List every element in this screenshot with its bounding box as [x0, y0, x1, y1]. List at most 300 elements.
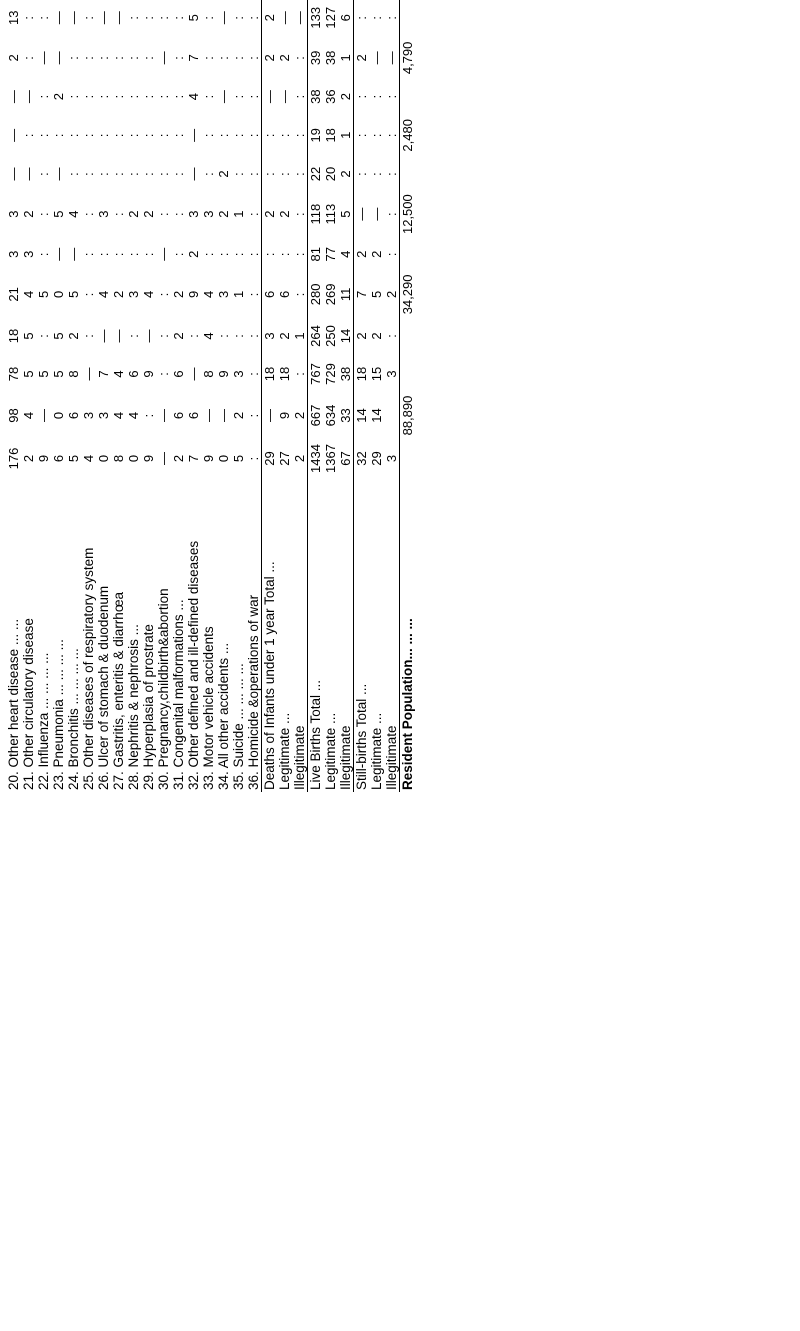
table-cell: 5: [21, 370, 36, 378]
table-cell: 2: [171, 290, 186, 299]
table-cell: 2: [292, 393, 308, 438]
table-cell: :: [369, 94, 384, 99]
table-cell: 127: [323, 6, 338, 29]
table-cell: :: [21, 133, 36, 138]
table-cell: 9: [201, 454, 216, 463]
table-cell: 13: [6, 10, 21, 25]
table-cell: :: [111, 212, 126, 216]
table-cell: 2: [354, 332, 369, 340]
table-cell: :: [111, 252, 126, 257]
table-cell: [400, 237, 416, 272]
table-cell: :: [81, 94, 96, 99]
table-row: [231, 0, 246, 792]
table-cell: 5: [36, 290, 51, 299]
table-cell: :: [231, 252, 246, 257]
table-cell: 9: [277, 411, 292, 420]
table-cell: 280: [308, 283, 323, 306]
table-cell: :: [36, 133, 51, 138]
table-row: [400, 0, 416, 792]
table-cell: :: [171, 56, 186, 60]
table-cell: 8: [201, 370, 216, 378]
table-cell: 6: [66, 411, 81, 420]
table-cell: :: [354, 15, 369, 20]
table-cell: 4: [126, 411, 141, 420]
table-cell: —: [384, 37, 400, 79]
table-cell: :: [126, 56, 141, 60]
table-cell: 250: [323, 325, 338, 347]
row-label: Illegitimate: [292, 479, 308, 792]
table-cell: —: [51, 167, 66, 181]
table-cell: :: [231, 133, 246, 138]
table-row: [141, 0, 156, 792]
table-cell: :: [201, 15, 216, 20]
row-label: 33. Motor vehicle accidents: [201, 626, 216, 790]
table-cell: :: [354, 94, 369, 99]
table-cell: :: [201, 56, 216, 60]
table-cell: 2: [186, 250, 201, 258]
table-cell: :: [66, 133, 81, 138]
table-cell: :: [141, 252, 156, 257]
table-cell: —: [81, 367, 96, 381]
table-cell: 2: [369, 332, 384, 340]
table-row: [111, 0, 126, 792]
row-label: Illegitimate: [384, 479, 400, 792]
table-cell: :: [201, 252, 216, 257]
table-cell: 8: [111, 454, 126, 463]
table-cell: :: [81, 292, 96, 297]
table-cell: 4: [96, 290, 111, 299]
table-cell: :: [201, 172, 216, 176]
table-cell: 6: [338, 0, 354, 37]
table-cell: 2: [354, 250, 369, 258]
table-cell: :: [81, 212, 96, 216]
table-cell: :: [201, 133, 216, 138]
table-cell: —: [141, 329, 156, 343]
table-cell: 4,790: [400, 41, 415, 75]
table-cell: [400, 79, 416, 114]
table-cell: 4: [111, 370, 126, 378]
table-cell: :: [384, 317, 400, 355]
table-cell: :: [111, 56, 126, 60]
table-cell: 2: [292, 438, 308, 479]
table-cell: 3: [81, 411, 96, 420]
table-cell: 2: [369, 250, 384, 258]
table-cell: 2: [216, 210, 231, 218]
table-cell: 12,500: [400, 194, 415, 235]
table-cell: :: [292, 272, 308, 317]
table-cell: :: [246, 438, 262, 479]
table-cell: :: [21, 15, 36, 20]
table-cell: 264: [308, 325, 323, 347]
table-cell: 1367: [323, 444, 338, 473]
table-cell: 2: [262, 14, 277, 22]
table-cell: 2: [262, 210, 277, 218]
table-row: [216, 0, 231, 792]
table-cell: :: [81, 252, 96, 257]
table-cell: :: [231, 334, 246, 338]
table-cell: 9: [186, 290, 201, 299]
table-cell: :: [36, 172, 51, 176]
table-cell: :: [216, 334, 231, 338]
table-cell: 5: [66, 454, 81, 463]
table-cell: :: [141, 172, 156, 176]
table-cell: —: [111, 329, 126, 343]
table-row: [384, 0, 400, 792]
table-cell: :: [81, 56, 96, 60]
table-cell: :: [96, 94, 111, 99]
table-cell: :: [36, 94, 51, 99]
table-cell: :: [36, 212, 51, 216]
table-cell: 1: [338, 37, 354, 79]
table-cell: 7: [96, 370, 111, 378]
table-cell: —: [51, 51, 66, 65]
table-cell: 38: [338, 355, 354, 393]
table-cell: :: [262, 252, 277, 257]
table-cell: :: [126, 133, 141, 138]
table-cell: —: [277, 90, 292, 104]
table-row: [66, 0, 81, 792]
table-cell: :: [36, 334, 51, 338]
table-cell: 88,890: [400, 395, 415, 436]
table-cell: 0: [51, 290, 66, 299]
table-cell: :: [384, 237, 400, 272]
table-cell: :: [292, 192, 308, 237]
table-cell: 7: [186, 454, 201, 463]
table-cell: [400, 317, 416, 355]
table-cell: —: [21, 167, 36, 181]
table-cell: 2: [338, 79, 354, 114]
table-cell: —: [369, 207, 384, 221]
table-cell: :: [231, 94, 246, 99]
table-cell: 729: [323, 363, 338, 385]
table-cell: 269: [323, 283, 338, 306]
table-cell: :: [384, 156, 400, 191]
table-cell: 33: [338, 393, 354, 438]
table-cell: 4: [338, 237, 354, 272]
table-cell: :: [21, 56, 36, 60]
table-cell: 4: [186, 92, 201, 101]
table-cell: 18: [262, 366, 277, 382]
table-cell: 6: [51, 454, 66, 463]
row-label: 30. Pregnancy,childbirth&abortion: [156, 588, 171, 790]
table-cell: :: [292, 37, 308, 79]
table-cell: :: [36, 252, 51, 257]
table-cell: [400, 438, 416, 479]
table-cell: 2: [171, 332, 186, 340]
table-cell: :: [141, 15, 156, 20]
table-cell: :: [96, 133, 111, 138]
row-label: Deaths of Infants under 1 year Total ...: [262, 561, 277, 790]
row-label: 22. Influenza ... ... ... ...: [36, 652, 51, 790]
table-cell: —: [216, 90, 231, 104]
table-cell: 3: [21, 250, 36, 258]
table-cell: [400, 0, 416, 37]
table-cell: :: [246, 114, 262, 156]
table-cell: 27: [277, 451, 292, 466]
table-row: [171, 0, 186, 792]
table-cell: —: [156, 247, 171, 261]
table-cell: 2,480: [400, 119, 415, 152]
table-cell: 5: [51, 210, 66, 218]
table-cell: 3: [126, 290, 141, 299]
table-cell: 4: [66, 210, 81, 218]
table-cell: 7: [354, 290, 369, 299]
table-row: [36, 0, 51, 792]
table-cell: —: [216, 409, 231, 423]
table-cell: —: [201, 409, 216, 423]
table-cell: 18: [277, 366, 292, 382]
table-cell: 2: [277, 54, 292, 62]
table-cell: :: [292, 79, 308, 114]
table-row: [186, 0, 201, 792]
row-label: 29. Hyperplasia of prostrate: [141, 624, 156, 790]
table-cell: 3: [96, 411, 111, 420]
table-cell: :: [141, 133, 156, 138]
table-cell: 5: [186, 14, 201, 22]
table-cell: 98: [6, 408, 21, 423]
table-cell: 77: [323, 247, 338, 262]
table-cell: 0: [216, 454, 231, 463]
table-cell: 2: [21, 210, 36, 218]
table-cell: 767: [308, 363, 323, 385]
table-cell: :: [277, 133, 292, 138]
table-cell: 4: [201, 332, 216, 340]
table-cell: 36: [323, 89, 338, 104]
table-cell: 634: [323, 404, 338, 427]
row-label: 35. Suicide ... ... ... ...: [231, 663, 246, 790]
table-cell: 29: [262, 451, 277, 466]
row-label: Legitimate ...: [277, 712, 292, 790]
table-cell: 3: [6, 250, 21, 258]
table-cell: 3: [231, 370, 246, 378]
table-cell: 5: [21, 332, 36, 340]
table-cell: 6: [262, 290, 277, 299]
table-cell: 18: [354, 366, 369, 382]
table-cell: :: [156, 15, 171, 20]
table-cell: 5: [66, 290, 81, 299]
table-cell: :: [66, 56, 81, 60]
table-cell: 1: [292, 317, 308, 355]
table-cell: 14: [354, 408, 369, 423]
table-cell: :: [156, 172, 171, 176]
table-cell: —: [51, 11, 66, 25]
table-cell: :: [81, 334, 96, 338]
table-cell: —: [66, 11, 81, 25]
table-cell: :: [354, 133, 369, 138]
table-cell: :: [246, 317, 262, 355]
table-cell: :: [231, 15, 246, 20]
table-cell: :: [96, 252, 111, 257]
table-cell: —: [186, 128, 201, 142]
table-cell: 667: [308, 404, 323, 427]
table-cell: :: [156, 212, 171, 216]
table-cell: 4: [21, 411, 36, 420]
table-cell: :: [292, 156, 308, 191]
table-row: [126, 0, 141, 792]
table-cell: 5: [338, 192, 354, 237]
table-row: [277, 0, 292, 792]
table-cell: 5: [369, 290, 384, 299]
table-row: [323, 0, 338, 792]
table-cell: :: [384, 192, 400, 237]
table-cell: :: [111, 133, 126, 138]
table-cell: :: [126, 334, 141, 338]
row-label: 36. Homicide &operations of war: [246, 479, 262, 792]
table-cell: :: [156, 94, 171, 99]
table-cell: —: [6, 90, 21, 104]
table-cell: 2: [21, 454, 36, 463]
row-label: 27. Gastritis, enteritis & diarrhœa: [111, 591, 126, 790]
table-cell: :: [246, 37, 262, 79]
table-cell: 22: [308, 166, 323, 182]
table-cell: 2: [141, 210, 156, 218]
table-row: [338, 0, 354, 792]
table-row: [354, 0, 370, 792]
table-cell: 113: [323, 203, 338, 225]
table-row: [246, 0, 262, 792]
table-cell: 2: [216, 170, 231, 178]
row-label: 32. Other defined and ill-defined diseases: [186, 540, 201, 790]
table-cell: :: [354, 172, 369, 176]
table-cell: 14: [338, 317, 354, 355]
table-cell: 5: [36, 370, 51, 378]
table-cell: 3: [216, 290, 231, 299]
row-label: 26. Ulcer of stomach & duodenum: [96, 585, 111, 790]
table-cell: 6: [277, 290, 292, 299]
table-row: [201, 0, 216, 792]
table-cell: :: [262, 133, 277, 138]
table-cell: 9: [141, 370, 156, 378]
table-cell: —: [156, 51, 171, 65]
table-cell: —: [186, 367, 201, 381]
table-cell: 4: [21, 290, 36, 299]
table-cell: 9: [36, 454, 51, 463]
row-label: 21. Other circulatory disease: [21, 618, 36, 790]
table-cell: :: [156, 292, 171, 297]
table-cell: —: [262, 90, 277, 104]
table-cell: 176: [6, 447, 21, 470]
table-cell: 21: [6, 287, 21, 302]
table-cell: 11: [338, 272, 354, 317]
table-cell: 118: [308, 203, 323, 225]
table-cell: —: [369, 51, 384, 65]
table-cell: 2: [66, 332, 81, 340]
table-cell: :: [186, 334, 201, 338]
table-cell: 2: [384, 272, 400, 317]
table-row: [292, 0, 308, 792]
table-cell: 20: [323, 166, 338, 182]
table-cell: 3: [6, 210, 21, 218]
table-cell: 1: [231, 290, 246, 299]
table-cell: :: [156, 334, 171, 338]
table-cell: 5: [51, 332, 66, 340]
table-cell: :: [246, 355, 262, 393]
table-row: [51, 0, 66, 792]
table-row: [262, 0, 278, 792]
row-label: 20. Other heart disease ... ...: [6, 618, 21, 790]
table-cell: :: [126, 172, 141, 176]
table-cell: 32: [354, 451, 369, 466]
table-cell: :: [231, 172, 246, 176]
table-cell: 133: [308, 6, 323, 29]
table-cell: :: [262, 172, 277, 176]
table-cell: 3: [186, 210, 201, 218]
table-cell: 2: [231, 411, 246, 420]
table-cell: 6: [171, 411, 186, 420]
table-cell: :: [231, 56, 246, 60]
table-cell: :: [111, 94, 126, 99]
table-cell: :: [171, 172, 186, 176]
row-label: 31. Congenital malformations ...: [171, 599, 186, 790]
table-cell: —: [6, 128, 21, 142]
table-cell: 3: [262, 332, 277, 340]
table-cell: :: [384, 114, 400, 156]
row-label: Still-births Total ...: [354, 683, 369, 790]
table-cell: —: [6, 167, 21, 181]
table-cell: :: [246, 0, 262, 37]
table-cell: —: [96, 11, 111, 25]
table-cell: 34,290: [400, 274, 415, 315]
table-cell: :: [141, 94, 156, 99]
table-cell: 4: [111, 411, 126, 420]
table-cell: :: [369, 15, 384, 20]
table-cell: :: [277, 172, 292, 176]
table-cell: 2: [51, 92, 66, 101]
table-cell: :: [216, 133, 231, 138]
table-cell: 29: [369, 451, 384, 466]
table-cell: 9: [216, 370, 231, 378]
table-cell: :: [66, 172, 81, 176]
table-cell: 0: [51, 411, 66, 420]
table-cell: —: [277, 11, 292, 25]
table-cell: —: [156, 409, 171, 423]
table-cell: :: [292, 237, 308, 272]
table-cell: :: [246, 156, 262, 191]
table-cell: 2: [354, 54, 369, 62]
table-row: [156, 0, 171, 792]
table-cell: 1: [231, 210, 246, 218]
table-cell: 4: [201, 290, 216, 299]
table-cell: 15: [369, 366, 384, 382]
table-cell: :: [81, 172, 96, 176]
table-cell: —: [51, 247, 66, 261]
table-cell: —: [354, 207, 369, 221]
table-cell: 4: [141, 290, 156, 299]
table-cell: 19: [308, 128, 323, 143]
table-cell: 2: [6, 54, 21, 62]
table-cell: :: [81, 133, 96, 138]
table-cell: 3: [384, 438, 400, 479]
row-label: Legitimate ...: [369, 712, 384, 790]
table-cell: :: [126, 252, 141, 257]
table-cell: 1: [338, 114, 354, 156]
table-cell: 39: [308, 50, 323, 66]
table-row: [96, 0, 111, 792]
table-cell: 6: [126, 370, 141, 378]
table-cell: 1434: [308, 444, 323, 473]
table-cell: :: [246, 272, 262, 317]
table-cell: 2: [126, 210, 141, 218]
table-cell: —: [21, 90, 36, 104]
table-cell: :: [216, 252, 231, 257]
table-cell: :: [126, 15, 141, 20]
row-label: Legitimate ...: [323, 712, 338, 790]
table-cell: :: [126, 94, 141, 99]
table-cell: 67: [338, 438, 354, 479]
table-cell: :: [171, 15, 186, 20]
table-cell: 38: [308, 89, 323, 104]
table-cell: 38: [323, 50, 338, 66]
